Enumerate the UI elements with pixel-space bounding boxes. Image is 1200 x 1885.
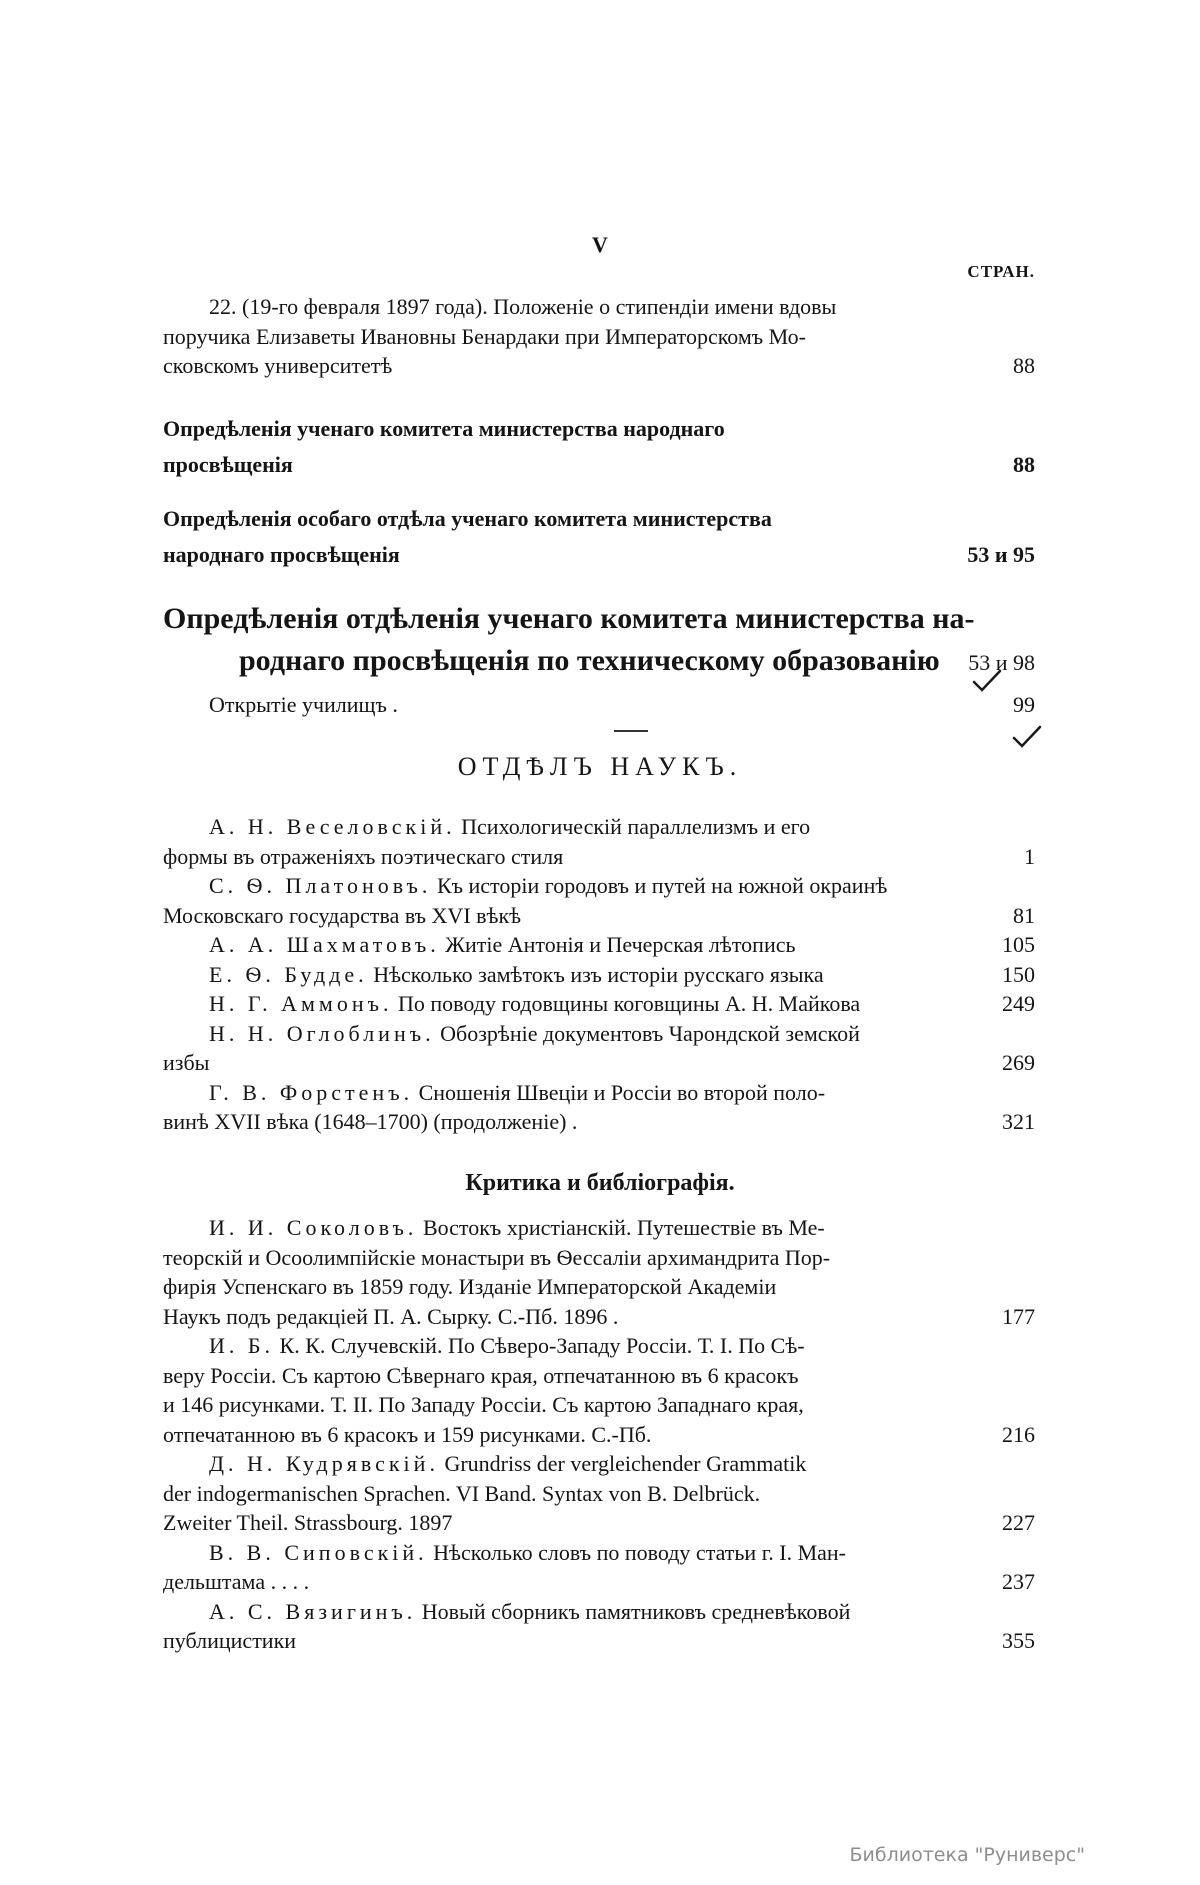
column-header: СТРАН.	[967, 262, 1035, 281]
entry-author: А. Н. Веселовскій.	[209, 814, 456, 839]
entry-line: отпечатанною въ 6 красокъ и 159 рисунками. С.-Пб.	[163, 1421, 652, 1447]
entry-author: Г. В. Форстенъ.	[209, 1079, 414, 1105]
entry-line: веру Россіи. Съ картою Сѣвернаго края, отпечатанною въ 6 красокъ	[163, 1362, 799, 1388]
entry-line: 22. (19-го февраля 1897 года). Положеніе о стипендіи имени вдовы	[209, 294, 837, 319]
entry-page: 177	[1002, 1303, 1035, 1329]
entry-author: В. В. Сиповскій.	[209, 1539, 428, 1565]
entry-title: Grundriss der vergleichender Grammatik	[438, 1451, 807, 1476]
heading-line: просвѣщенія	[163, 452, 293, 477]
entry-line: сковскомъ университетѣ	[163, 353, 393, 378]
entry-author: Н. Н. Оглоблинъ.	[209, 1020, 435, 1046]
entry-line: Московскаго государства въ XVI вѣкѣ	[163, 902, 522, 928]
entry-line: фирія Успенскаго въ 1859 году. Изданіе Императорской Академіи	[163, 1274, 777, 1299]
entry-title: Житіе Антонія и Печерская лѣтопись	[439, 932, 796, 957]
toc-entry	[163, 989, 1035, 1019]
entry-author: Д. Н. Кудрявскій.	[209, 1451, 439, 1476]
toc-entry	[163, 1213, 1035, 1331]
entry-page: 81	[1013, 902, 1035, 928]
entry-page: 249	[1002, 991, 1035, 1016]
toc-entry	[163, 930, 1035, 960]
page-number: V	[592, 232, 608, 257]
entry-title: Сношенія Швеціи и Россіи во второй поло-	[413, 1079, 826, 1105]
entry-line: винѣ XVII вѣка (1648–1700) (продолженіе) .	[163, 1109, 578, 1134]
entry-line: формы въ отраженіяхъ поэтическаго стиля	[163, 843, 564, 869]
heading-page: 88	[1013, 452, 1035, 477]
toc-entry	[163, 960, 1035, 990]
entry-page: 237	[1002, 1569, 1035, 1594]
entry-line: избы	[163, 1050, 210, 1075]
toc-entry	[163, 1078, 1035, 1137]
entry-page: 216	[1002, 1421, 1035, 1447]
toc-heading-scholarly-committee	[163, 411, 1035, 483]
entry-title: Обозрѣніе документовъ Чарондской земской	[434, 1020, 860, 1046]
entry-author: Е. Ѳ. Будде.	[209, 961, 368, 987]
entry-page: 321	[1002, 1109, 1035, 1134]
heading-line: Опредѣленія отдѣленія ученаго комитета министерства на-	[163, 602, 975, 635]
library-watermark: Библиотека "Руниверс"	[849, 1844, 1085, 1866]
entry-author: И. И. Соколовъ.	[209, 1215, 418, 1240]
entry-page: 355	[1002, 1628, 1035, 1653]
entry-author: И. Б.	[209, 1333, 275, 1358]
entry-title: Востокъ христіанскій. Путешествіе въ Ме-	[417, 1215, 825, 1240]
heading-page: 53 и 98	[968, 650, 1035, 675]
heading-line: Опредѣленія ученаго комитета министерства народнаго	[163, 416, 725, 441]
section-title-critique: Критика и библіографія.	[465, 1170, 735, 1196]
entry-page: 227	[1002, 1510, 1035, 1535]
entry-page: 99	[1013, 692, 1035, 717]
entry-title: Нѣсколько замѣтокъ изъ исторіи русскаго языка	[367, 961, 824, 987]
entry-title: К. К. Случевскій. По Сѣверо-Западу Россіи. Т. I. По Сѣ-	[274, 1333, 805, 1358]
toc-entry	[163, 1538, 1035, 1597]
entry-line: Наукъ подъ редакціей П. А. Сырку. С.-Пб. 1896 .	[163, 1303, 619, 1329]
entry-line: Zweiter Theil. Strassbourg. 1897	[163, 1510, 453, 1535]
heading-line: народнаго просвѣщенія	[163, 542, 400, 567]
divider	[614, 730, 648, 732]
toc-entry-openings	[163, 690, 1035, 720]
entry-title: Къ исторіи городовъ и путей на южной окраинѣ	[431, 873, 888, 898]
toc-entry	[163, 1449, 1035, 1538]
heading-line: Опредѣленія особаго отдѣла ученаго комитета министерства	[163, 506, 772, 531]
entry-title: Психологическій параллелизмъ и его	[455, 814, 811, 839]
entry-author: С. Ѳ. Платоновъ.	[209, 873, 432, 898]
entry-title: Нѣсколько словъ по поводу статьи г. I. Ман-	[427, 1539, 846, 1565]
toc-entry	[163, 1597, 1035, 1656]
entry-line: Открытіе училищъ .	[209, 692, 398, 717]
entry-line: публицистики	[163, 1628, 297, 1653]
entry-page: 269	[1002, 1050, 1035, 1075]
entry-author: А. А. Шахматовъ.	[209, 932, 440, 957]
check-mark-icon	[1012, 724, 1042, 750]
section-sciences-list	[163, 812, 1035, 1137]
toc-entry	[163, 871, 1035, 930]
section-critique-list	[163, 1213, 1035, 1656]
check-mark-icon	[972, 668, 1002, 694]
entry-page: 105	[1002, 932, 1035, 957]
heading-line: роднаго просвѣщенія по техническому образованію	[239, 644, 940, 677]
entry-title: По поводу годовщины коговщины А. Н. Майкова	[392, 991, 861, 1016]
entry-page: 150	[1002, 961, 1035, 987]
entry-page: 88	[1013, 353, 1035, 378]
entry-author: А. С. Вязигинъ.	[209, 1598, 417, 1624]
toc-heading-technical-education	[163, 598, 1035, 684]
toc-entry	[163, 1019, 1035, 1078]
entry-title: Новый сборникъ памятниковъ средневѣковой	[416, 1598, 851, 1624]
heading-page: 53 и 95	[967, 542, 1035, 567]
section-title-sciences: ОТДѢЛЪ НАУКЪ.	[457, 752, 743, 781]
toc-heading-special-department	[163, 501, 1035, 573]
entry-page: 1	[1024, 843, 1035, 869]
entry-line: der indogermanischen Sprachen. VI Band. Syntax von B. Delbrück.	[163, 1480, 761, 1506]
toc-entry	[163, 1331, 1035, 1449]
entry-author: Н. Г. Аммонъ.	[209, 991, 393, 1016]
toc-entry-stipend	[163, 292, 1035, 381]
entry-line: теорскій и Осоолимпійскіе монастыри въ Ѳессаліи архимандрита Пор-	[163, 1244, 831, 1270]
entry-line: поручика Елизаветы Ивановны Бенардаки при Императорскомъ Мо-	[163, 323, 807, 349]
toc-entry	[163, 812, 1035, 871]
entry-line: и 146 рисунками. Т. II. По Западу Россіи. Съ картою Западнаго края,	[163, 1392, 804, 1417]
entry-line: дельштама . . . .	[163, 1569, 310, 1594]
